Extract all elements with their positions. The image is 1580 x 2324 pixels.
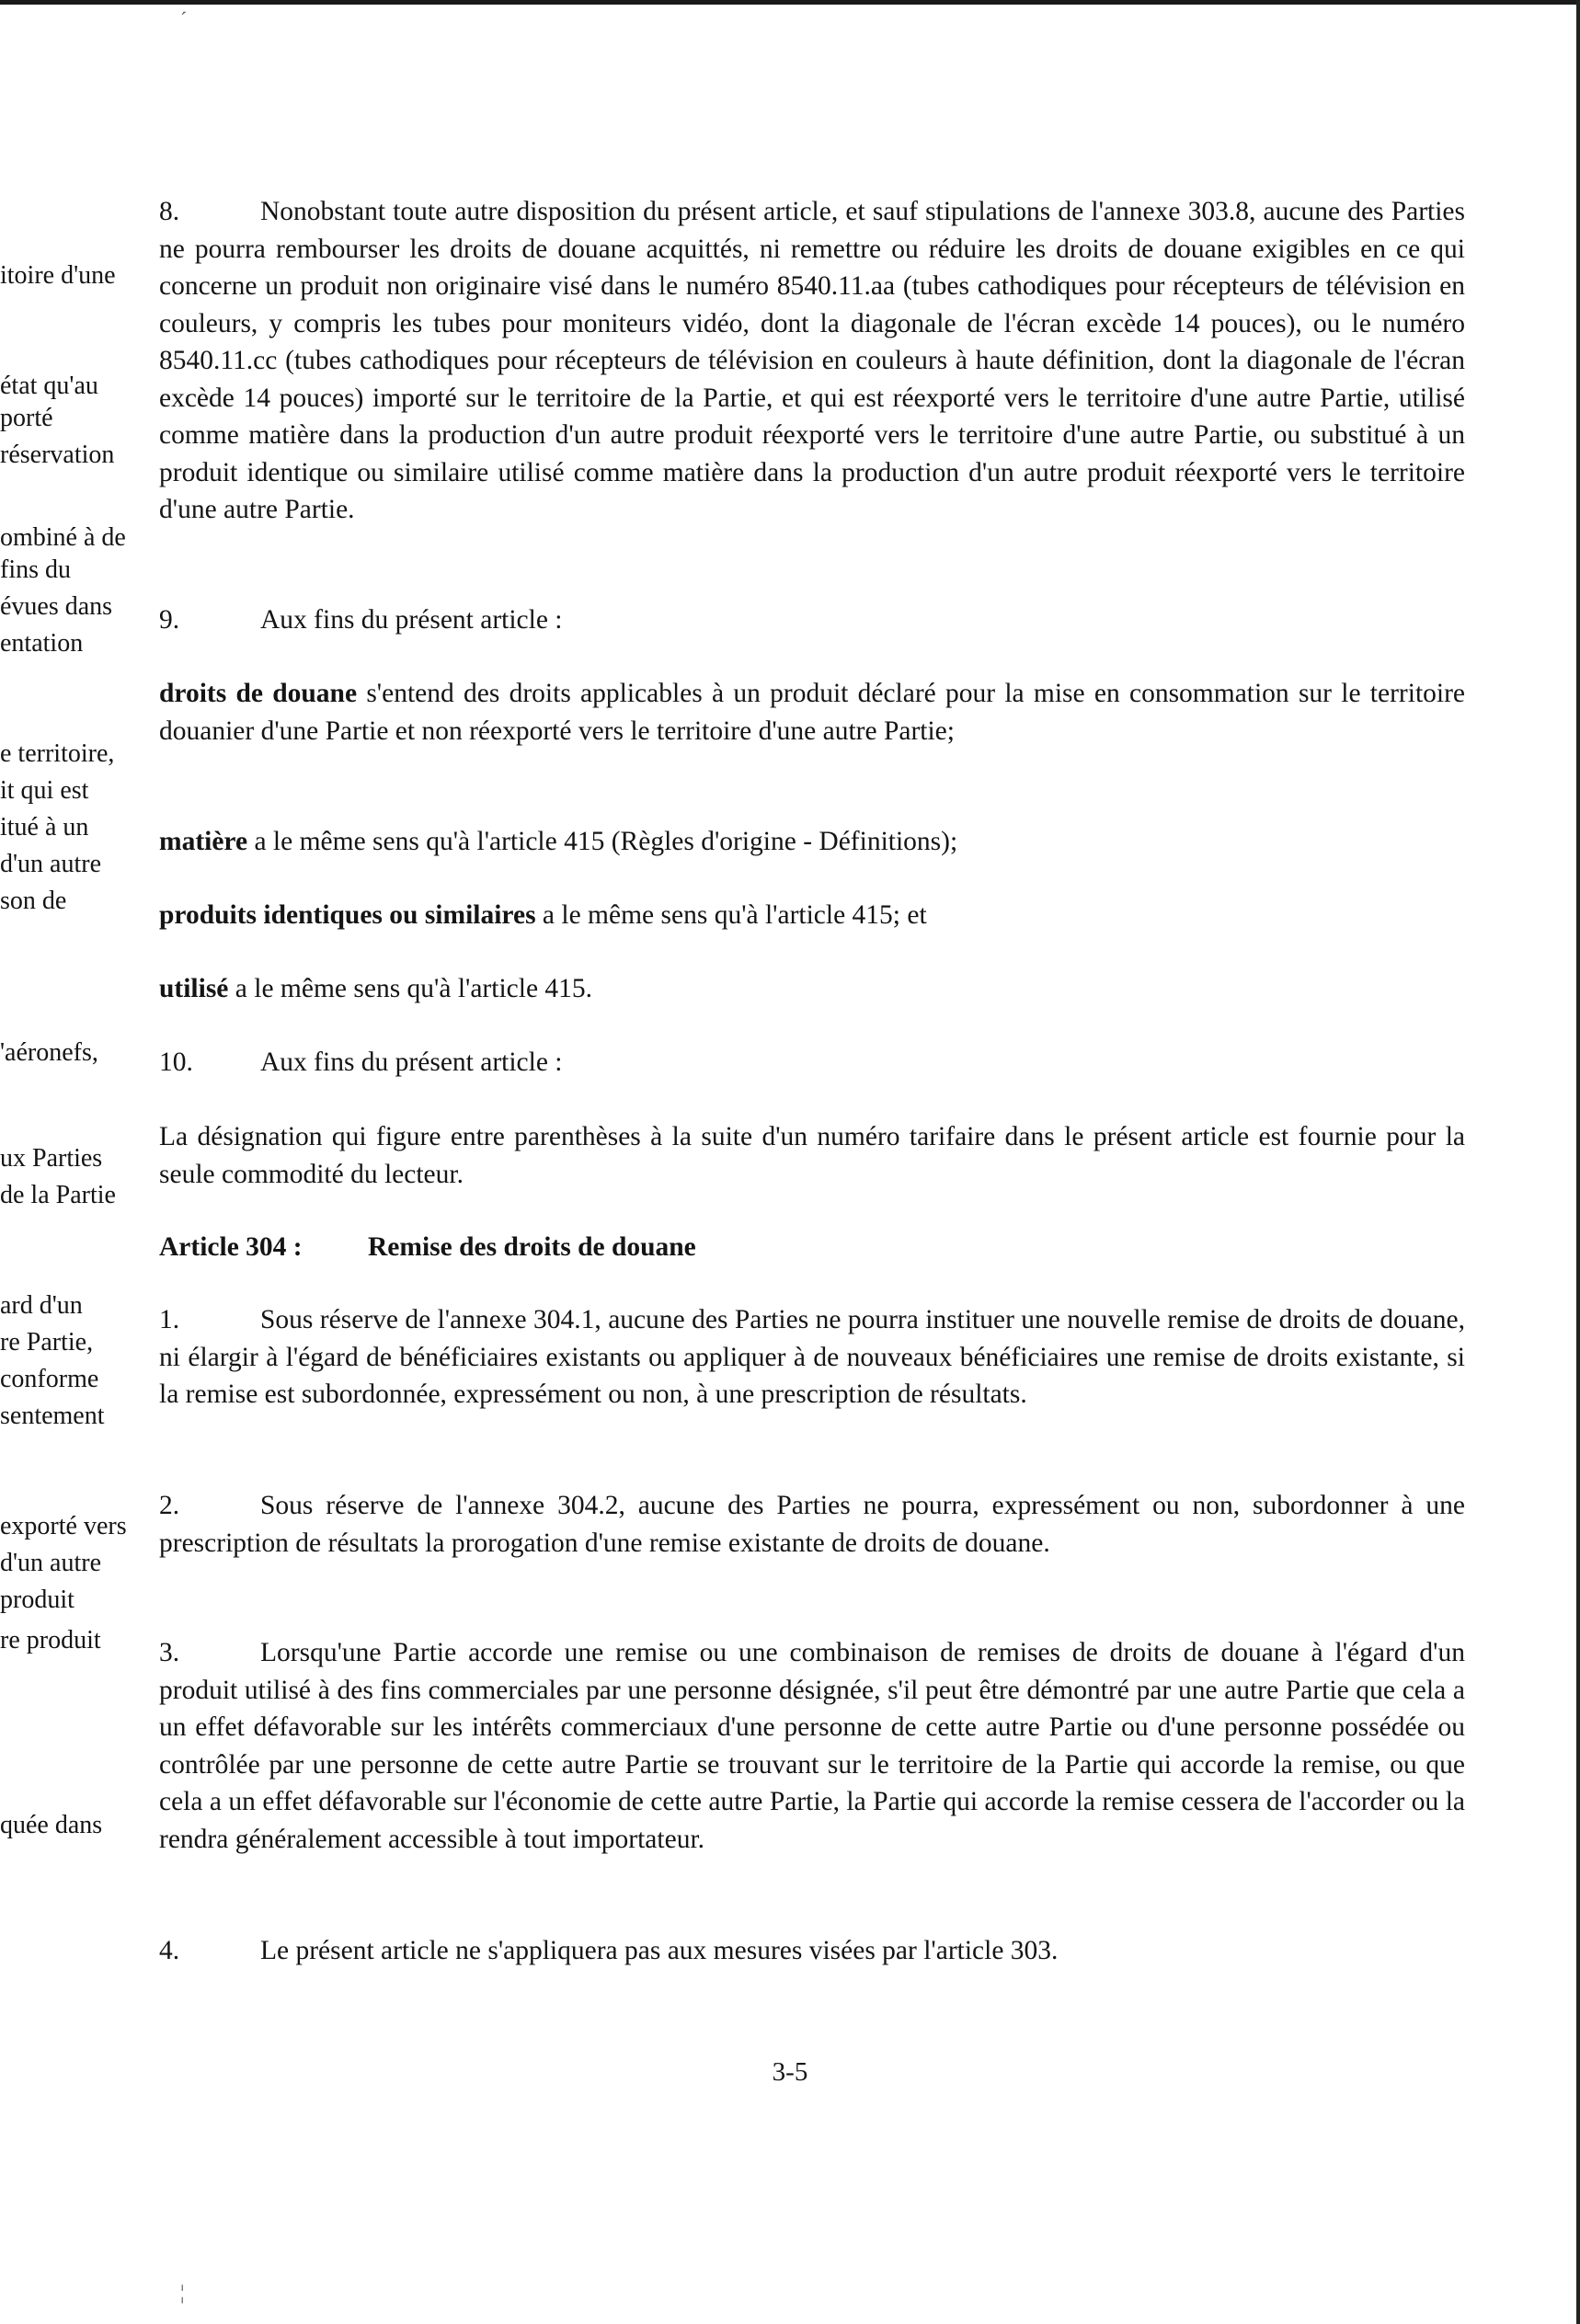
- article-304-paragraph-1: [159, 1301, 1465, 1414]
- margin-fragment: ombiné à de: [0, 523, 126, 552]
- paragraph-8: [159, 193, 1465, 529]
- paragraph-10-body: [159, 1118, 1465, 1193]
- margin-fragment: d'un autre: [0, 1549, 102, 1577]
- paragraph-number: 9.: [159, 605, 180, 635]
- margin-fragment: quée dans: [0, 1811, 103, 1839]
- right-border-line: [1576, 0, 1580, 2324]
- margin-fragment: état qu'au: [0, 372, 98, 400]
- margin-fragment: évues dans: [0, 592, 113, 621]
- definition-text: s'entend des droits applicables à un produit déclaré pour la mise en consommation sur le territoire douanier d'une Partie et non réexporté vers le territoire d'une autre Partie;: [159, 679, 1466, 746]
- margin-fragment: ard d'un: [0, 1291, 83, 1320]
- defined-term: matière: [159, 827, 248, 856]
- definition-text: a le même sens qu'à l'article 415.: [235, 974, 593, 1003]
- paragraph-text: Sous réserve de l'annexe 304.1, aucune des Parties ne pourra instituer une nouvelle remise de droits de douane, ni élargir à l'égard de bénéficiaires existants ou appliquer à de nouveaux bénéficiaires une remise de droits existante, si la remise est subordonnée, expressément ou non, à une prescription de résultats.: [159, 1305, 1465, 1409]
- margin-fragment: fins du: [0, 555, 71, 584]
- paragraph-text: Aux fins du présent article :: [260, 605, 563, 635]
- article-304-paragraph-2: [159, 1487, 1465, 1562]
- margin-fragment: porté: [0, 404, 53, 432]
- margin-fragment: conforme: [0, 1365, 99, 1393]
- scan-speck: ˊ: [180, 7, 188, 30]
- page-number: 3-5: [772, 2057, 808, 2087]
- scan-speck: ¦: [180, 2281, 185, 2304]
- article-304-paragraph-3: [159, 1634, 1465, 1858]
- margin-fragment: son de: [0, 887, 67, 915]
- margin-fragment: réservation: [0, 441, 115, 469]
- paragraph-number: 10.: [159, 1048, 193, 1077]
- margin-fragment: it qui est: [0, 776, 89, 805]
- paragraph-text: Lorsqu'une Partie accorde une remise ou une combinaison de remises de droits de douane à l'égard d'un produit utilisé à des fins commerciales par une personne désignée, s'il peut être démontré par une autre Partie que cela a un effet défavorable sur les intérêts commerciaux d'une personne de cette autre Partie ou d'une personne possédée ou contrôlée par une personne de cette autre Partie se trouvant sur le territoire de la Partie qui accorde la remise, ou que cela a un effet défavorable sur l'économie de cette autre Partie, la Partie qui accorde la remise cessera de l'accorder ou la rendra généralement accessible à tout importateur.: [159, 1638, 1465, 1854]
- defined-term: utilisé: [159, 974, 229, 1003]
- paragraph-number: 2.: [159, 1491, 180, 1520]
- margin-fragment: de la Partie: [0, 1181, 116, 1209]
- top-border-line: [0, 0, 1580, 5]
- margin-fragment: re produit: [0, 1626, 101, 1654]
- definition-material: [159, 823, 1465, 861]
- article-304-heading: [159, 1229, 1465, 1266]
- defined-term: produits identiques ou similaires: [159, 900, 536, 930]
- margin-fragment: 'aéronefs,: [0, 1038, 98, 1067]
- margin-fragment: re Partie,: [0, 1328, 94, 1357]
- paragraph-number: 1.: [159, 1305, 180, 1334]
- definition-text: a le même sens qu'à l'article 415; et: [542, 900, 927, 930]
- margin-fragment: sentement: [0, 1402, 105, 1430]
- article-304-paragraph-4: [159, 1932, 1465, 1970]
- paragraph-text: Sous réserve de l'annexe 304.2, aucune des Parties ne pourra, expressément ou non, subordonner à une prescription de résultats la prorogation d'une remise existante de droits de douane.: [159, 1491, 1465, 1558]
- paragraph-number: 8.: [159, 197, 180, 226]
- defined-term: droits de douane: [159, 679, 358, 708]
- paragraph-9: [159, 601, 1465, 639]
- paragraph-text: Nonobstant toute autre disposition du présent article, et sauf stipulations de l'annexe 303.8, aucune des Parties ne pourra rembourser les droits de douane acquittés, ni remettre ou réduire les droits de douane exigibles en ce qui concerne un produit non originaire visé dans le numéro 8540.11.aa (tubes cathodiques pour récepteurs de télévision en couleurs, y compris les tubes pour moniteurs vidéo, dont la diagonale de l'écran excède 14 pouces), ou le numéro 8540.11.cc (tubes cathodiques pour récepteurs de télévision en couleurs à haute définition, dont la diagonale de l'écran excède 14 pouces) importé sur le territoire de la Partie, et qui est réexporté vers le territoire d'une autre Partie, utilisé comme matière dans la production d'un autre produit réexporté vers le territoire d'une autre Partie, ou substitué à un produit identique ou similaire utilisé comme matière dans la production d'un autre produit réexporté vers le territoire d'une autre Partie.: [159, 197, 1465, 524]
- margin-fragment: ux Parties: [0, 1144, 103, 1173]
- definition-identical-goods: [159, 897, 1465, 934]
- margin-fragment: d'un autre: [0, 850, 102, 878]
- definition-text: a le même sens qu'à l'article 415 (Règles d'origine - Définitions);: [254, 827, 958, 856]
- paragraph-text: La désignation qui figure entre parenthèses à la suite d'un numéro tarifaire dans le présent article est fournie pour la seule commodité du lecteur.: [159, 1122, 1465, 1189]
- article-label: Article 304 :: [159, 1232, 303, 1262]
- article-title: Remise des droits de douane: [368, 1232, 696, 1262]
- facing-page-margin: [0, 0, 152, 2324]
- margin-fragment: itoire d'une: [0, 261, 116, 290]
- paragraph-number: 4.: [159, 1936, 180, 1965]
- margin-fragment: produit: [0, 1586, 74, 1614]
- paragraph-number: 3.: [159, 1638, 180, 1667]
- definition-customs-duty: [159, 675, 1465, 750]
- margin-fragment: exporté vers: [0, 1512, 127, 1540]
- paragraph-text: Aux fins du présent article :: [260, 1048, 563, 1077]
- paragraph-10: [159, 1044, 1465, 1082]
- margin-fragment: entation: [0, 629, 84, 658]
- definition-used: [159, 970, 1465, 1008]
- paragraph-text: Le présent article ne s'appliquera pas aux mesures visées par l'article 303.: [260, 1936, 1059, 1965]
- margin-fragment: e territoire,: [0, 739, 115, 768]
- margin-fragment: itué à un: [0, 813, 89, 841]
